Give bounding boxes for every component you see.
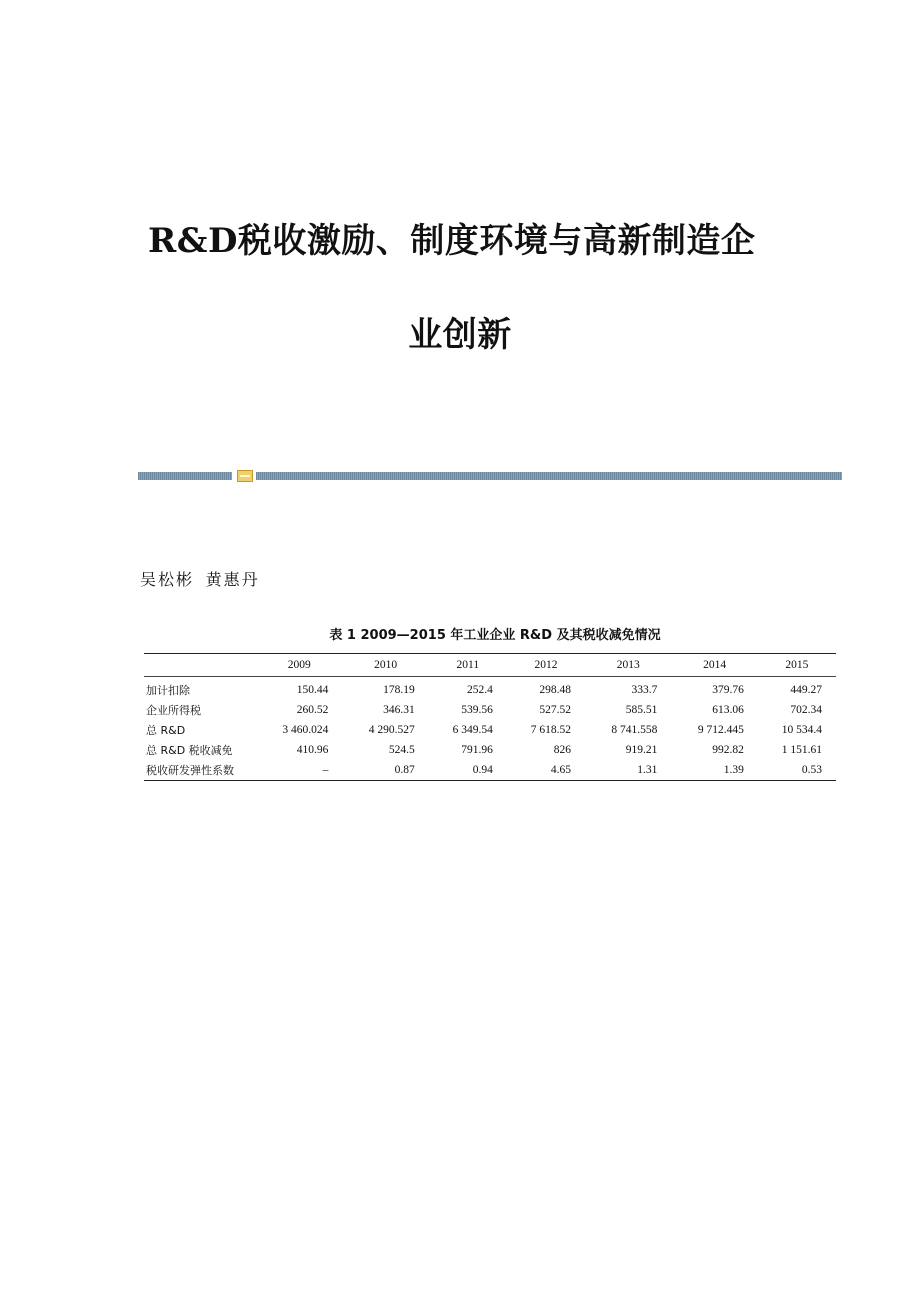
table-cell: 527.52 [539, 704, 572, 716]
table-cell: 178.19 [383, 684, 415, 696]
table-cell: 539.56 [461, 704, 493, 716]
table-cell: 0.94 [472, 764, 493, 776]
table-cell: 4.65 [550, 764, 572, 776]
table-cell: 919.21 [625, 744, 658, 756]
table-cell: 826 [553, 744, 572, 756]
data-table-figure [144, 624, 836, 781]
table-row [144, 720, 836, 740]
title-line-2: 业创新 [408, 315, 512, 355]
table-header-year: 2012 [534, 659, 558, 671]
table-cell: 9 712.445 [697, 724, 744, 736]
table-cell: 260.52 [296, 704, 329, 716]
table-cell: 298.48 [539, 684, 572, 696]
divider-bar-right [256, 472, 842, 480]
table-header-year: 2013 [616, 659, 640, 671]
table-cell: 150.44 [296, 684, 329, 696]
table-cell: 379.76 [712, 684, 744, 696]
title-line-1: R&D税收激励、制度环境与高新制造企 [148, 221, 756, 261]
table-cell: – [322, 764, 329, 776]
table-cell: 252.4 [467, 684, 493, 696]
table-cell: 346.31 [383, 704, 415, 716]
table-cell: 4 290.527 [368, 724, 415, 736]
decorative-divider [138, 470, 842, 481]
table-row [144, 677, 836, 701]
table-cell: 410.96 [296, 744, 329, 756]
table-cell: 585.51 [625, 704, 658, 716]
table-cell: 1 151.61 [781, 744, 822, 756]
authors: 吴松彬 黄惠丹 [140, 570, 260, 589]
table-header-year: 2009 [287, 659, 311, 671]
table-row-label: 企业所得税 [146, 704, 201, 717]
table-cell: 702.34 [790, 704, 822, 716]
table-row-label: 总 R&D 税收减免 [146, 744, 233, 757]
table-row [144, 760, 836, 781]
table-cell: 3 460.024 [282, 724, 329, 736]
table-header-blank [144, 654, 256, 677]
table-cell: 8 741.558 [611, 724, 658, 736]
table-cell: 333.7 [631, 684, 658, 696]
divider-emblem-icon [237, 470, 253, 482]
table-header-year: 2015 [785, 659, 809, 671]
table-header-year: 2011 [456, 659, 480, 671]
table-row [144, 740, 836, 760]
table-row [144, 700, 836, 720]
table-cell: 791.96 [461, 744, 493, 756]
table-cell: 992.82 [712, 744, 744, 756]
table-cell: 449.27 [790, 684, 822, 696]
table-caption: 表 1 2009—2015 年工业企业 R&D 及其税收减免情况 [329, 628, 661, 643]
table-header-year: 2010 [374, 659, 398, 671]
divider-bar-left [138, 472, 232, 480]
table-row-label: 总 R&D [146, 724, 186, 737]
table-cell: 0.87 [394, 764, 415, 776]
table-cell: 0.53 [801, 764, 822, 776]
table-row-label: 加计扣除 [146, 684, 190, 697]
table-cell: 524.5 [388, 744, 415, 756]
table-cell: 1.31 [637, 764, 658, 776]
table-header-year: 2014 [703, 659, 727, 671]
table-body [144, 677, 836, 781]
table-cell: 1.39 [723, 764, 744, 776]
table-header-row [144, 654, 836, 677]
table-cell: 6 349.54 [452, 724, 493, 736]
table-cell: 7 618.52 [530, 724, 572, 736]
table-cell: 613.06 [712, 704, 744, 716]
table-row-label: 税收研发弹性系数 [146, 764, 234, 777]
table-cell: 10 534.4 [781, 724, 822, 736]
rd-tax-table [144, 653, 836, 781]
